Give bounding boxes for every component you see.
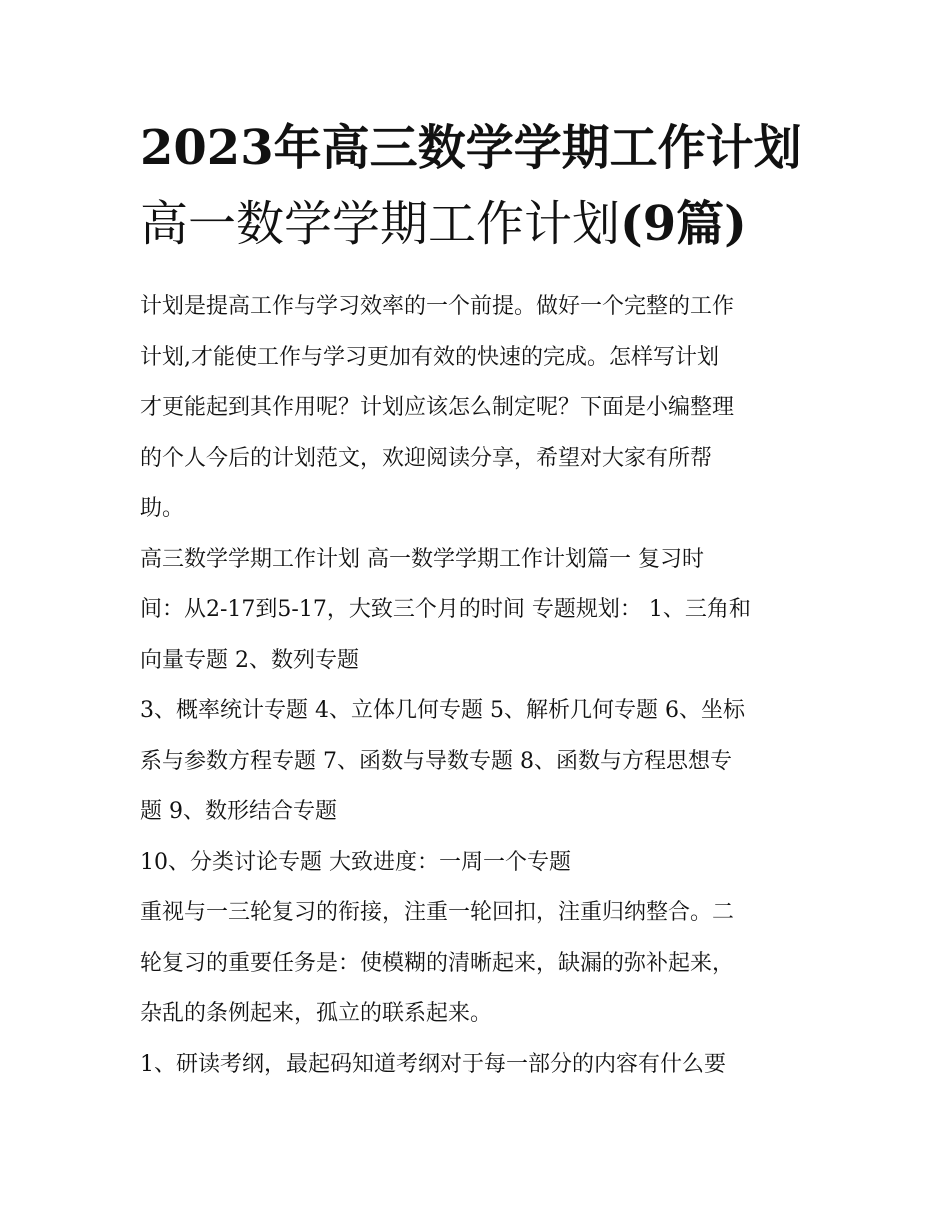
text-line: 高三数学学期工作计划 高一数学学期工作计划篇一 复习时	[140, 546, 704, 572]
text-line: 1、研读考纲，最起码知道考纲对于每一部分的内容有什么要	[140, 1051, 726, 1077]
text-line: 轮复习的重要任务是：使模糊的清晰起来，缺漏的弥补起来，	[140, 950, 735, 976]
title-line-1	[140, 110, 820, 186]
title-line-2	[140, 186, 820, 262]
text-line: 助。	[140, 496, 185, 521]
text-line: 重视与一三轮复习的衔接，注重一轮回扣，注重归纳整合。二	[140, 900, 735, 925]
text-line: 3、概率统计专题 4、立体几何专题 5、解析几何专题 6、坐标	[140, 698, 745, 723]
text-line: 向量专题 2、数列专题	[140, 647, 359, 673]
document-title	[140, 110, 820, 262]
paragraph-topics	[140, 686, 820, 838]
text-line: 间：从2-17到5-17，大致三个月的时间 专题规划： 1、三角和	[140, 597, 751, 622]
title-line-1-text: 2023年高三数学学期工作计划	[140, 120, 802, 176]
text-line: 计划是提高工作与学习效率的一个前提。做好一个完整的工作	[140, 294, 735, 319]
paragraph-syllabus	[140, 1040, 820, 1091]
text-line: 系与参数方程专题 7、函数与导数专题 8、函数与方程思想专	[140, 748, 732, 774]
text-line: 才更能起到其作用呢？计划应该怎么制定呢？下面是小编整理	[140, 395, 735, 420]
text-line: 10、分类讨论专题 大致进度：一周一个专题	[140, 849, 571, 875]
text-line: 的个人今后的计划范文，欢迎阅读分享，希望对大家有所帮	[140, 445, 713, 471]
paragraph-progress	[140, 838, 820, 889]
title-line-2-text: 高一数学学期工作计划	[140, 196, 621, 252]
text-line: 计划,才能使工作与学习更加有效的快速的完成。怎样写计划	[140, 344, 719, 370]
paragraph-schedule	[140, 535, 820, 687]
title-line-2-suffix: (9篇)	[620, 196, 747, 252]
text-line: 题 9、数形结合专题	[140, 799, 337, 824]
paragraph-review	[140, 888, 820, 1040]
document-body	[140, 282, 820, 1090]
text-line: 杂乱的条例起来，孤立的联系起来。	[140, 1001, 493, 1026]
paragraph-intro	[140, 282, 820, 535]
